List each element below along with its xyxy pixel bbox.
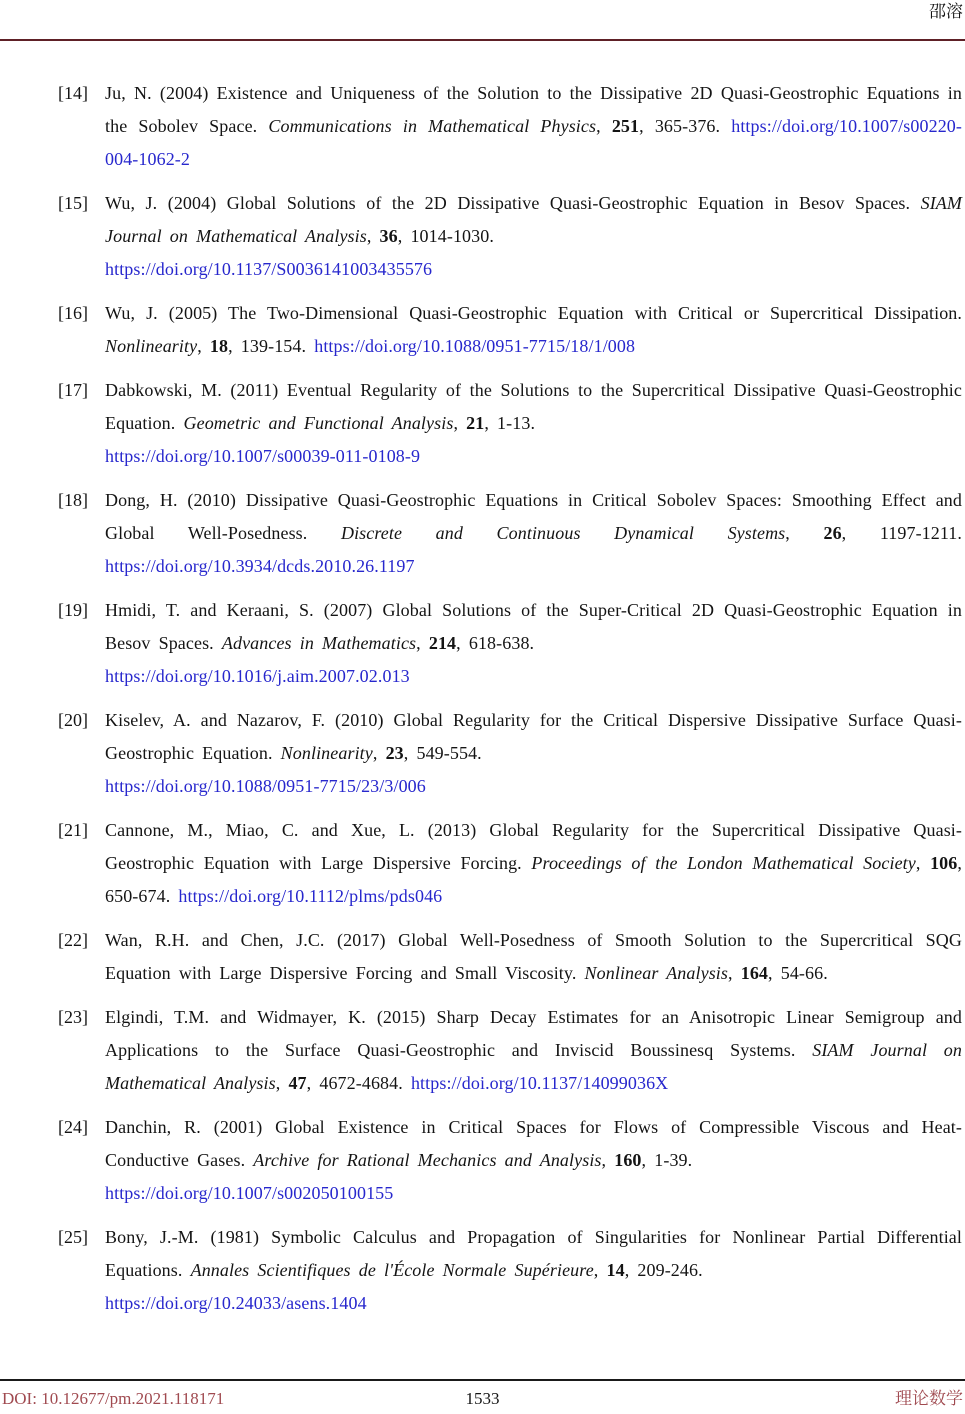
reference-text-segment: Bony, J.-M. (1981) Symbolic Calculus and Propagation of Singularities for Nonlinear Partial Differential Equations. <box>105 1227 962 1280</box>
reference-item <box>58 1111 962 1210</box>
reference-text <box>105 490 962 576</box>
reference-label: [22] <box>58 930 88 950</box>
running-head-author: 邵溶 <box>929 2 963 21</box>
doi-link[interactable]: https://doi.org/10.3934/dcds.2010.26.1197 <box>105 556 415 576</box>
doi-link[interactable]: https://doi.org/10.24033/asens.1404 <box>105 1293 367 1313</box>
footer-doi: DOI: 10.12677/pm.2021.118171 <box>2 1389 225 1408</box>
reference-item <box>58 374 962 473</box>
reference-text-segment: , <box>728 963 741 983</box>
reference-label: [18] <box>58 490 88 510</box>
reference-text <box>105 193 962 279</box>
reference-text-segment: , 1-13. <box>484 413 536 433</box>
reference-text-segment: Danchin, R. (2001) Global Existence in Critical Spaces for Flows of Compressible Viscous and Heat-Conductive Gases. <box>105 1117 962 1170</box>
reference-item <box>58 924 962 990</box>
reference-text-segment: Elgindi, T.M. and Widmayer, K. (2015) Sharp Decay Estimates for an Anisotropic Linear Semigroup and Applications to the Surface Quasi-Geostrophic and Inviscid Boussinesq Systems. <box>105 1007 962 1060</box>
volume-number: 18 <box>209 336 229 356</box>
reference-label: [14] <box>58 83 88 103</box>
page-footer <box>2 1387 963 1413</box>
journal-name: Discrete and Continuous Dynamical Systems <box>340 523 786 543</box>
reference-label: [25] <box>58 1227 88 1247</box>
reference-text-segment: , <box>453 413 467 433</box>
reference-text <box>105 710 962 796</box>
journal-name: Annales Scientifiques de l'École Normale Supérieure <box>190 1260 594 1280</box>
reference-text-segment: , <box>416 633 429 653</box>
reference-label: [17] <box>58 380 88 400</box>
reference-text <box>105 83 962 169</box>
volume-number: 14 <box>606 1260 625 1280</box>
page-number: 1533 <box>465 1389 500 1408</box>
volume-number: 36 <box>379 226 398 246</box>
reference-text-segment: , 54-66. <box>768 963 828 983</box>
doi-link[interactable]: https://doi.org/10.1112/plms/pds046 <box>178 886 443 906</box>
reference-text-segment: , 4672-4684. <box>306 1073 411 1093</box>
journal-name: Geometric and Functional Analysis <box>183 413 454 433</box>
reference-item <box>58 594 962 693</box>
reference-text-segment: , <box>915 853 931 873</box>
reference-label: [24] <box>58 1117 88 1137</box>
reference-label: [19] <box>58 600 88 620</box>
reference-text <box>105 820 962 906</box>
reference-label: [16] <box>58 303 88 323</box>
reference-item <box>58 704 962 803</box>
reference-label: [20] <box>58 710 88 730</box>
reference-text-segment: Dong, H. (2010) Dissipative Quasi-Geostrophic Equations in Critical Sobolev Spaces: Smoothing Effect and Global Well-Posedness. <box>105 490 962 543</box>
volume-number: 164 <box>740 963 769 983</box>
journal-name: SIAM Journal on Mathematical Analysis <box>105 1040 963 1093</box>
reference-text-segment: , 618-638. <box>456 633 535 653</box>
reference-text-segment: , <box>596 116 612 136</box>
doi-link[interactable]: https://doi.org/10.1016/j.aim.2007.02.013 <box>105 666 410 686</box>
reference-text-segment: , 1014-1030. <box>397 226 494 246</box>
volume-number: 47 <box>288 1073 307 1093</box>
reference-label: [23] <box>58 1007 88 1027</box>
reference-text-segment: , 549-554. <box>403 743 482 763</box>
reference-item <box>58 814 962 913</box>
volume-number: 23 <box>385 743 404 763</box>
reference-text <box>105 303 962 356</box>
reference-text-segment: , <box>593 1260 607 1280</box>
volume-number: 106 <box>930 853 958 873</box>
reference-text <box>105 380 962 466</box>
volume-number: 160 <box>614 1150 642 1170</box>
reference-text <box>105 1007 962 1093</box>
reference-item <box>58 1001 962 1100</box>
header-rule <box>0 39 965 41</box>
journal-name: Nonlinearity <box>105 336 198 356</box>
reference-text-segment: , <box>785 523 824 543</box>
journal-name: Proceedings of the London Mathematical Society <box>531 853 916 873</box>
reference-text-segment: , 1197-1211. <box>841 523 963 543</box>
reference-text <box>105 1227 962 1313</box>
footer-rule <box>0 1379 965 1381</box>
journal-name: Archive for Rational Mechanics and Analysis <box>253 1150 602 1170</box>
reference-text-segment: , 650-674. <box>105 853 962 906</box>
reference-text <box>105 930 962 983</box>
references-list <box>58 77 962 1331</box>
reference-text-segment: , 365-376. <box>639 116 732 136</box>
reference-text <box>105 1117 962 1203</box>
reference-text-segment: Wu, J. (2004) Global Solutions of the 2D Dissipative Quasi-Geostrophic Equation in Besov Spaces. <box>105 193 921 213</box>
journal-name: Nonlinearity <box>280 743 373 763</box>
reference-text-segment: Kiselev, A. and Nazarov, F. (2010) Global Regularity for the Critical Dispersive Dissipative Surface Quasi-Geostrophic Equation. <box>105 710 962 763</box>
volume-number: 214 <box>428 633 457 653</box>
reference-text-segment: , 139-154. <box>228 336 315 356</box>
reference-label: [15] <box>58 193 88 213</box>
journal-name: Communications in Mathematical Physics <box>268 116 597 136</box>
reference-text-segment: Wu, J. (2005) The Two-Dimensional Quasi-Geostrophic Equation with Critical or Supercritical Dissipation. <box>105 303 962 323</box>
doi-link[interactable]: https://doi.org/10.1007/s00220-004-1062-2 <box>105 116 962 169</box>
journal-name: Advances in Mathematics <box>221 633 417 653</box>
doi-link[interactable]: https://doi.org/10.1007/s00039-011-0108-9 <box>105 446 421 466</box>
doi-link[interactable]: https://doi.org/10.1007/s002050100155 <box>105 1183 394 1203</box>
reference-text-segment: , <box>366 226 380 246</box>
reference-text-segment: , <box>275 1073 289 1093</box>
volume-number: 26 <box>823 523 842 543</box>
reference-item <box>58 484 962 583</box>
reference-text-segment: Ju, N. (2004) Existence and Uniqueness of the Solution to the Dissipative 2D Quasi-Geostrophic Equations in the Sobolev Space. <box>105 83 962 136</box>
reference-text-segment: Hmidi, T. and Keraani, S. (2007) Global Solutions of the Super-Critical 2D Quasi-Geostrophic Equation in Besov Spaces. <box>105 600 962 653</box>
reference-item <box>58 77 962 176</box>
doi-link[interactable]: https://doi.org/10.1088/0951-7715/23/3/006 <box>105 776 426 796</box>
journal-name: Nonlinear Analysis <box>584 963 729 983</box>
reference-text-segment: , <box>372 743 386 763</box>
doi-link[interactable]: https://doi.org/10.1137/14099036X <box>410 1073 669 1093</box>
doi-link[interactable]: https://doi.org/10.1137/S0036141003435576 <box>105 259 433 279</box>
reference-text-segment: , <box>197 336 210 356</box>
reference-label: [21] <box>58 820 88 840</box>
footer-journal-name: 理论数学 <box>895 1389 963 1408</box>
reference-text-segment: Wan, R.H. and Chen, J.C. (2017) Global Well-Posedness of Smooth Solution to the Supercritical SQG Equation with Large Dispersive Forcing and Small Viscosity. <box>105 930 962 983</box>
reference-item <box>58 297 962 363</box>
reference-text-segment: Cannone, M., Miao, C. and Xue, L. (2013) Global Regularity for the Supercritical Dissipative Quasi-Geostrophic Equation with Large Dispersive Forcing. <box>105 820 962 873</box>
journal-name: SIAM Journal on Mathematical Analysis <box>105 193 962 246</box>
reference-text-segment: Dabkowski, M. (2011) Eventual Regularity of the Solutions to the Supercritical Dissipative Quasi-Geostrophic Equation. <box>105 380 962 433</box>
doi-link[interactable]: https://doi.org/10.1088/0951-7715/18/1/008 <box>314 336 636 356</box>
volume-number: 21 <box>466 413 485 433</box>
reference-text-segment: , <box>601 1150 615 1170</box>
reference-item <box>58 1221 962 1320</box>
reference-text <box>105 600 962 686</box>
reference-item <box>58 187 962 286</box>
reference-text-segment: , 209-246. <box>624 1260 703 1280</box>
volume-number: 251 <box>611 116 640 136</box>
reference-text-segment: , 1-39. <box>641 1150 693 1170</box>
